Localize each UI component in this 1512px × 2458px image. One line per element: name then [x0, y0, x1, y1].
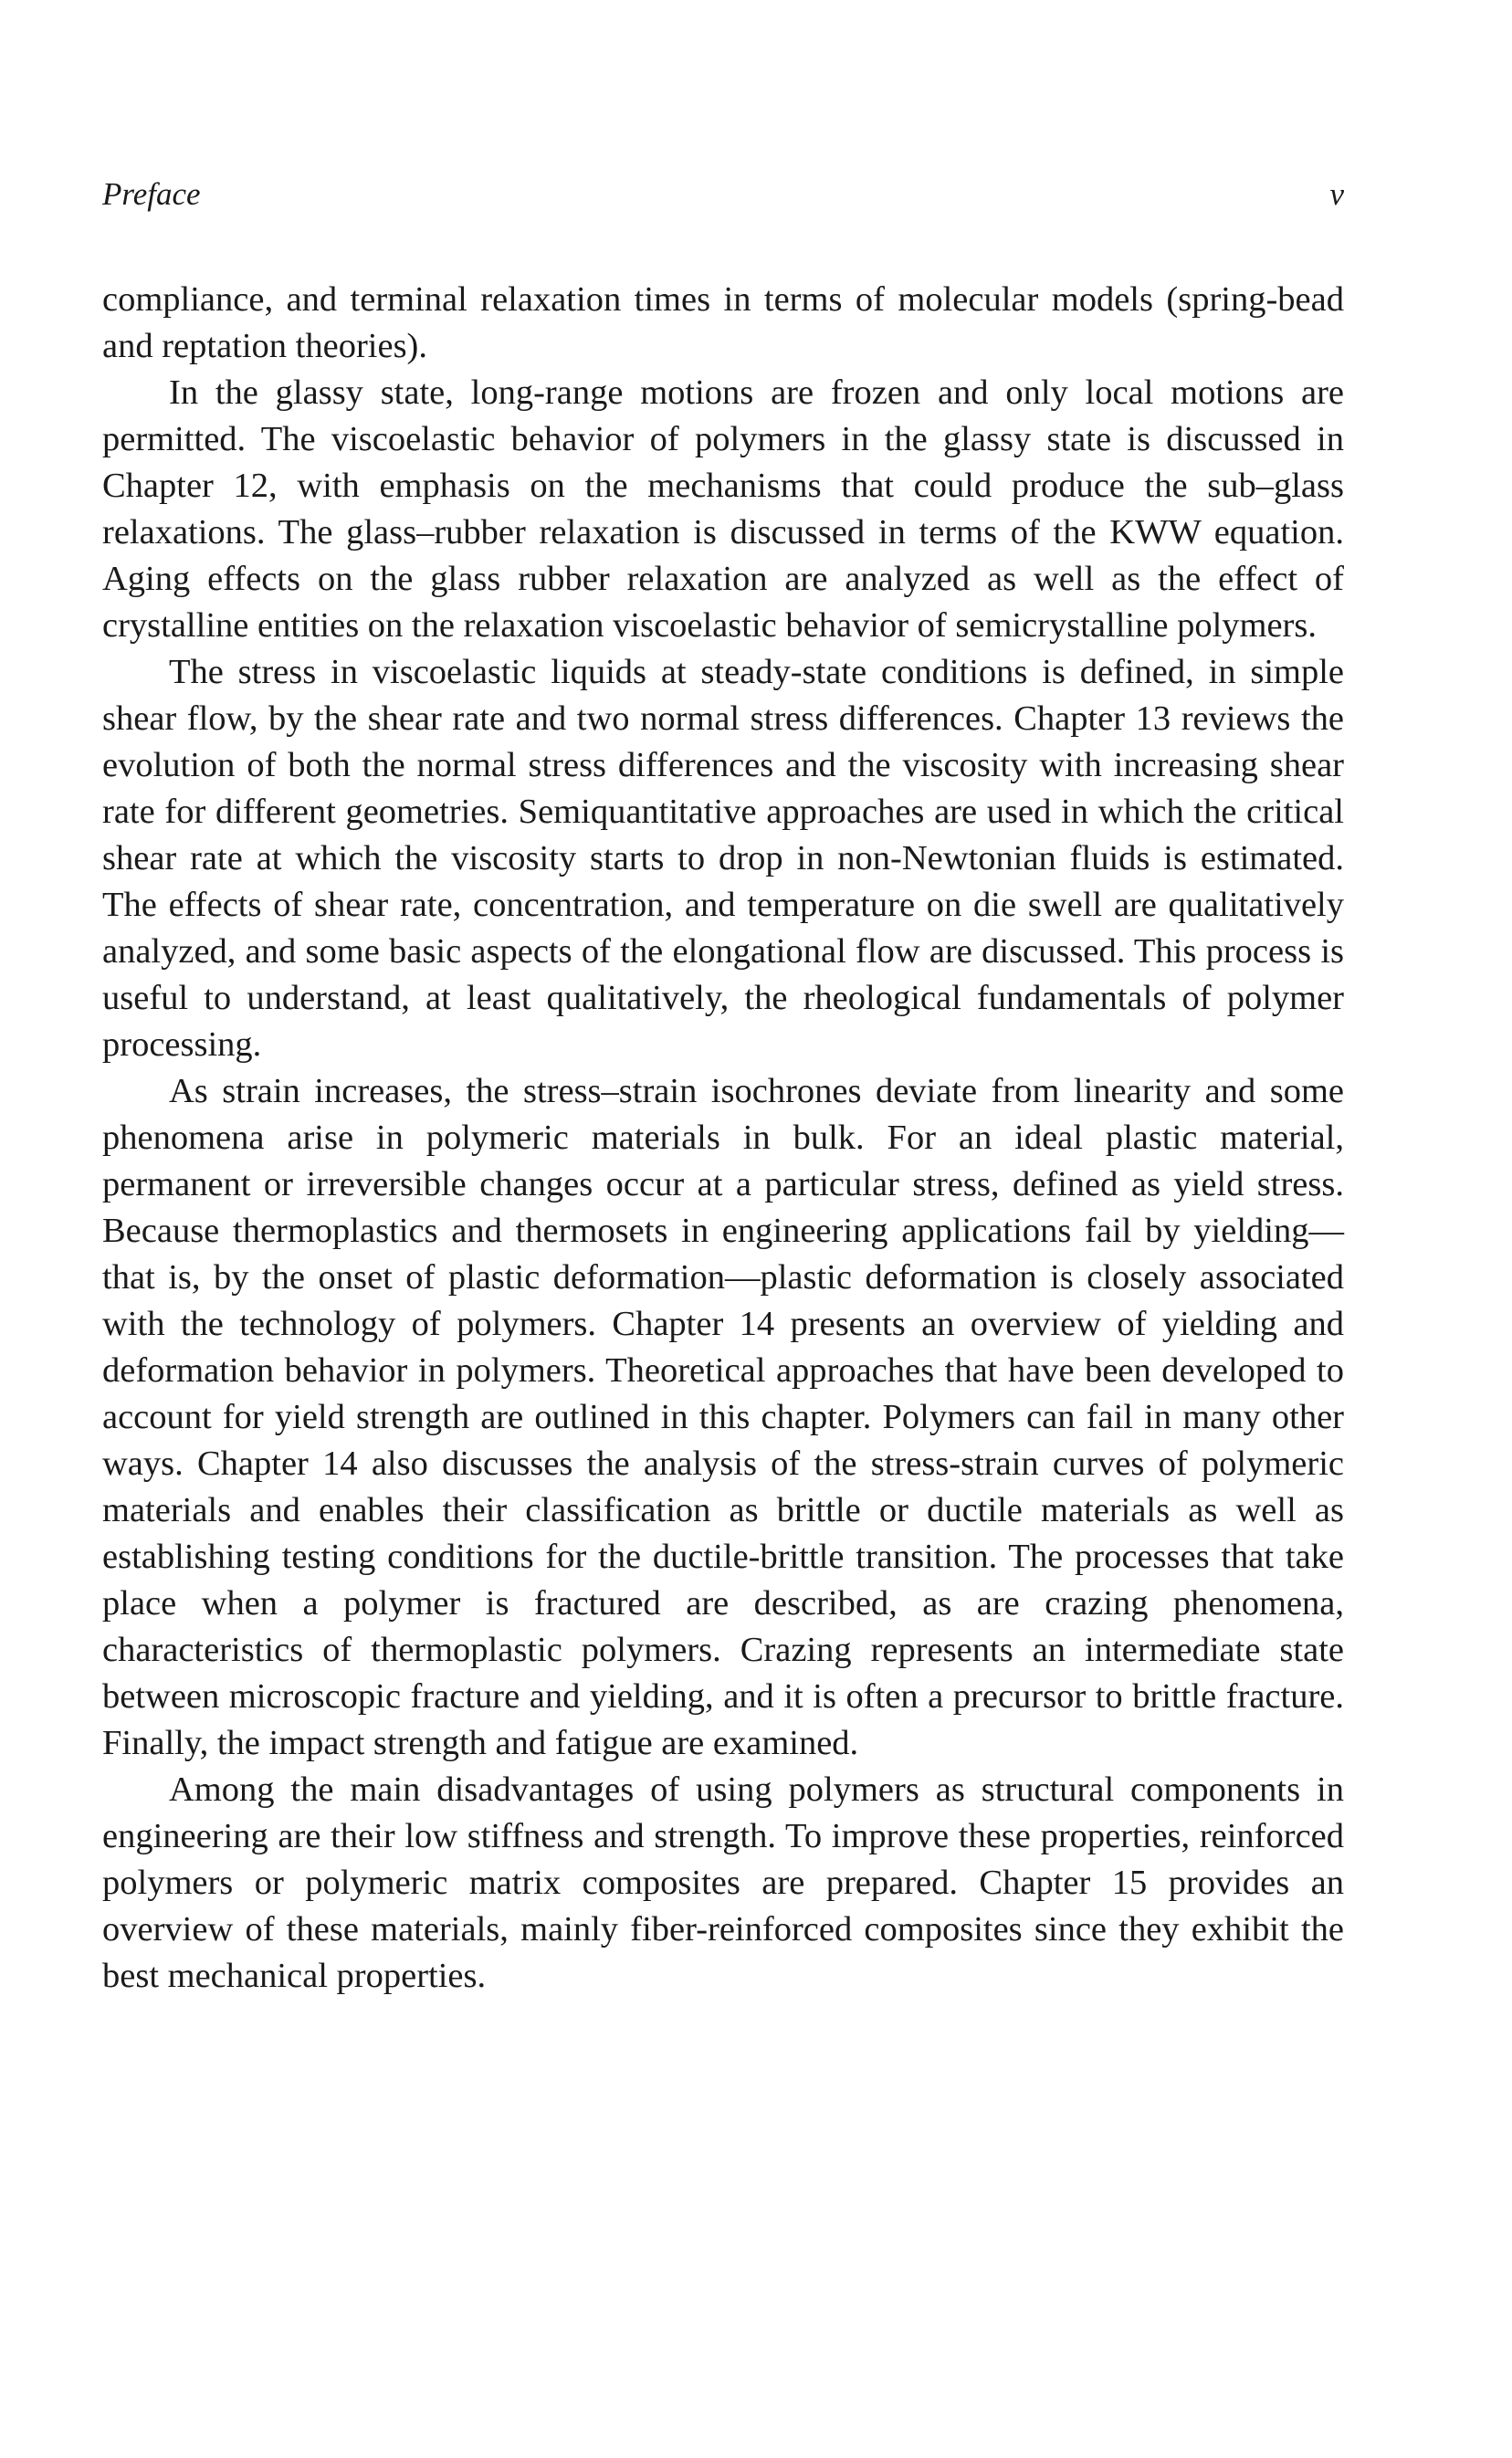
paragraph-composites: Among the main disadvantages of using polymers as structural components in engineering are their low stiffness and strength. To improve these properties, reinforced polymers or polymeric matrix composites are prepared. Chapter 15 provides an overview of these materials, mainly fiber-reinforced composites since they exhibit the best mechanical properties. — [102, 1770, 1344, 1995]
paragraph-glassy-state: In the glassy state, long-range motions are frozen and only local motions are permitted. The viscoelastic behavior of polymers in the glassy state is discussed in Chapter 12, with emphasis on the mechanisms that could produce the sub–glass relaxations. The glass–rubber relaxation is discussed in terms of the KWW equation. Aging effects on the glass rubber relaxation are analyzed as well as the effect of crystalline entities on the relaxation viscoelastic behavior of semicrystalline polymers. — [102, 373, 1344, 645]
page-number: v — [1329, 176, 1344, 212]
paragraph-continuation: compliance, and terminal relaxation times in terms of molecular models (spring-bead and reptation theories). — [102, 280, 1344, 365]
running-title: Preface — [102, 176, 201, 212]
paragraph-viscoelastic-liquids: The stress in viscoelastic liquids at steady-state conditions is defined, in simple shear flow, by the shear rate and two normal stress differences. Chapter 13 reviews the evolution of both the normal stress differences and the viscosity with increasing shear rate for different geometries. Semiquantitative approaches are used in which the critical shear rate at which the viscosity starts to drop in non-Newtonian fluids is estimated. The effects of shear rate, concentration, and temperature on die swell are qualitatively analyzed, and some basic aspects of the elongational flow are discussed. This process is useful to understand, at least qualitatively, the rheological fundamentals of polymer processing. — [102, 653, 1344, 1064]
running-head — [102, 172, 1344, 217]
body-text — [102, 277, 1344, 2000]
paragraph-yielding: As strain increases, the stress–strain isochrones deviate from linearity and some phenomena arise in polymeric materials in bulk. For an ideal plastic material, permanent or irreversible changes occur at a particular stress, defined as yield stress. Because thermoplastics and thermosets in engineering applications fail by yielding—that is, by the onset of plastic deformation—plastic deformation is closely associated with the technology of polymers. Chapter 14 presents an overview of yielding and deformation behavior in polymers. Theoretical approaches that have been developed to account for yield strength are outlined in this chapter. Polymers can fail in many other ways. Chapter 14 also discusses the analysis of the stress-strain curves of polymeric materials and enables their classification as brittle or ductile materials as well as establishing testing conditions for the ductile-brittle transition. The processes that take place when a polymer is fractured are described, as are crazing phenomena, characteristics of thermoplastic polymers. Crazing represents an intermediate state between microscopic fracture and yielding, and it is often a precursor to brittle fracture. Finally, the impact strength and fatigue are examined. — [102, 1072, 1344, 1762]
